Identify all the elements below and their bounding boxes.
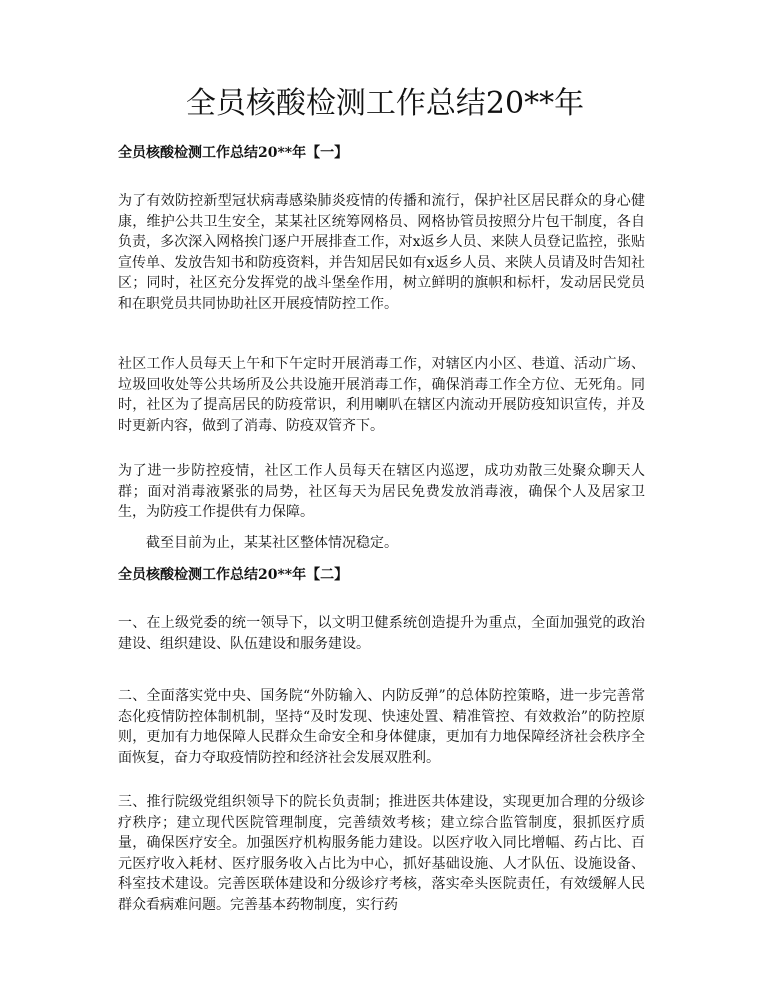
paragraph: 三、推行院级党组织领导下的院长负责制；推进医共体建设，实现更加合理的分级诊疗秩序；建立现代医院管理制度，完善绩效考核；建立综合监管制度，狠抓医疗质量，确保医疗安全。加强医疗机构服务能力建设。以医疗收入同比增幅、药占比、百元医疗收入耗材、医疗服务收入占比为中心，抓好基础设施、人才队伍、设施设备、科室技术建设。完善医联体建设和分级诊疗考核，落实牵头医院责任，有效缓解人民群众看病难问题。完善基本药物制度，实行药 — [118, 794, 645, 913]
document-title: 全员核酸检测工作总结20**年 — [185, 86, 585, 121]
section-heading-1: 全员核酸检测工作总结20**年【一】 — [118, 145, 349, 161]
paragraph: 为了有效防控新型冠状病毒感染肺炎疫情的传播和流行，保护社区居民群众的身心健康，维护公共卫生安全，某某社区统筹网格员、网格协管员按照分片包干制度，各自负责，多次深入网格挨门逐户开展排查工作，对x返乡人员、来陕人员登记监控，张贴宣传单、发放告知书和防疫资料，并告知居民如有x返乡人员、来陕人员请及时告知社区；同时，社区充分发挥党的战斗堡垒作用，树立鲜明的旗帜和标杆，发动居民党员和在职党员共同协助社区开展疫情防控工作。 — [118, 193, 645, 312]
paragraph: 二、全面落实党中央、国务院“外防输入、内防反弹”的总体防控策略，进一步完善常态化疫情防控体制机制，坚持“及时发现、快速处置、精准管控、有效救治”的防控原则，更加有力地保障人民群众生命安全和身体健康，更加有力地保障经济社会秩序全面恢复，奋力夺取疫情防控和经济社会发展双胜利。 — [118, 688, 645, 766]
paragraph: 一、在上级党委的统一领导下，以文明卫健系统创造提升为重点，全面加强党的政治建设、组织建设、队伍建设和服务建设。 — [118, 615, 645, 652]
paragraph: 为了进一步防控疫情，社区工作人员每天在辖区内巡逻，成功劝散三处聚众聊天人群；面对消毒液紧张的局势，社区每天为居民免费发放消毒液，确保个人及居家卫生，为防疫工作提供有力保障。 — [118, 463, 645, 520]
section-heading-2: 全员核酸检测工作总结20**年【二】 — [118, 567, 349, 583]
paragraph: 截至目前为止，某某社区整体情况稳定。 — [146, 535, 398, 551]
paragraph: 社区工作人员每天上午和下午定时开展消毒工作，对辖区内小区、巷道、活动广场、垃圾回收处等公共场所及公共设施开展消毒工作，确保消毒工作全方位、无死角。同时，社区为了提高居民的防疫常识，利用喇叭在辖区内流动开展防疫知识宣传，并及时更新内容，做到了消毒、防疫双管齐下。 — [118, 356, 645, 434]
